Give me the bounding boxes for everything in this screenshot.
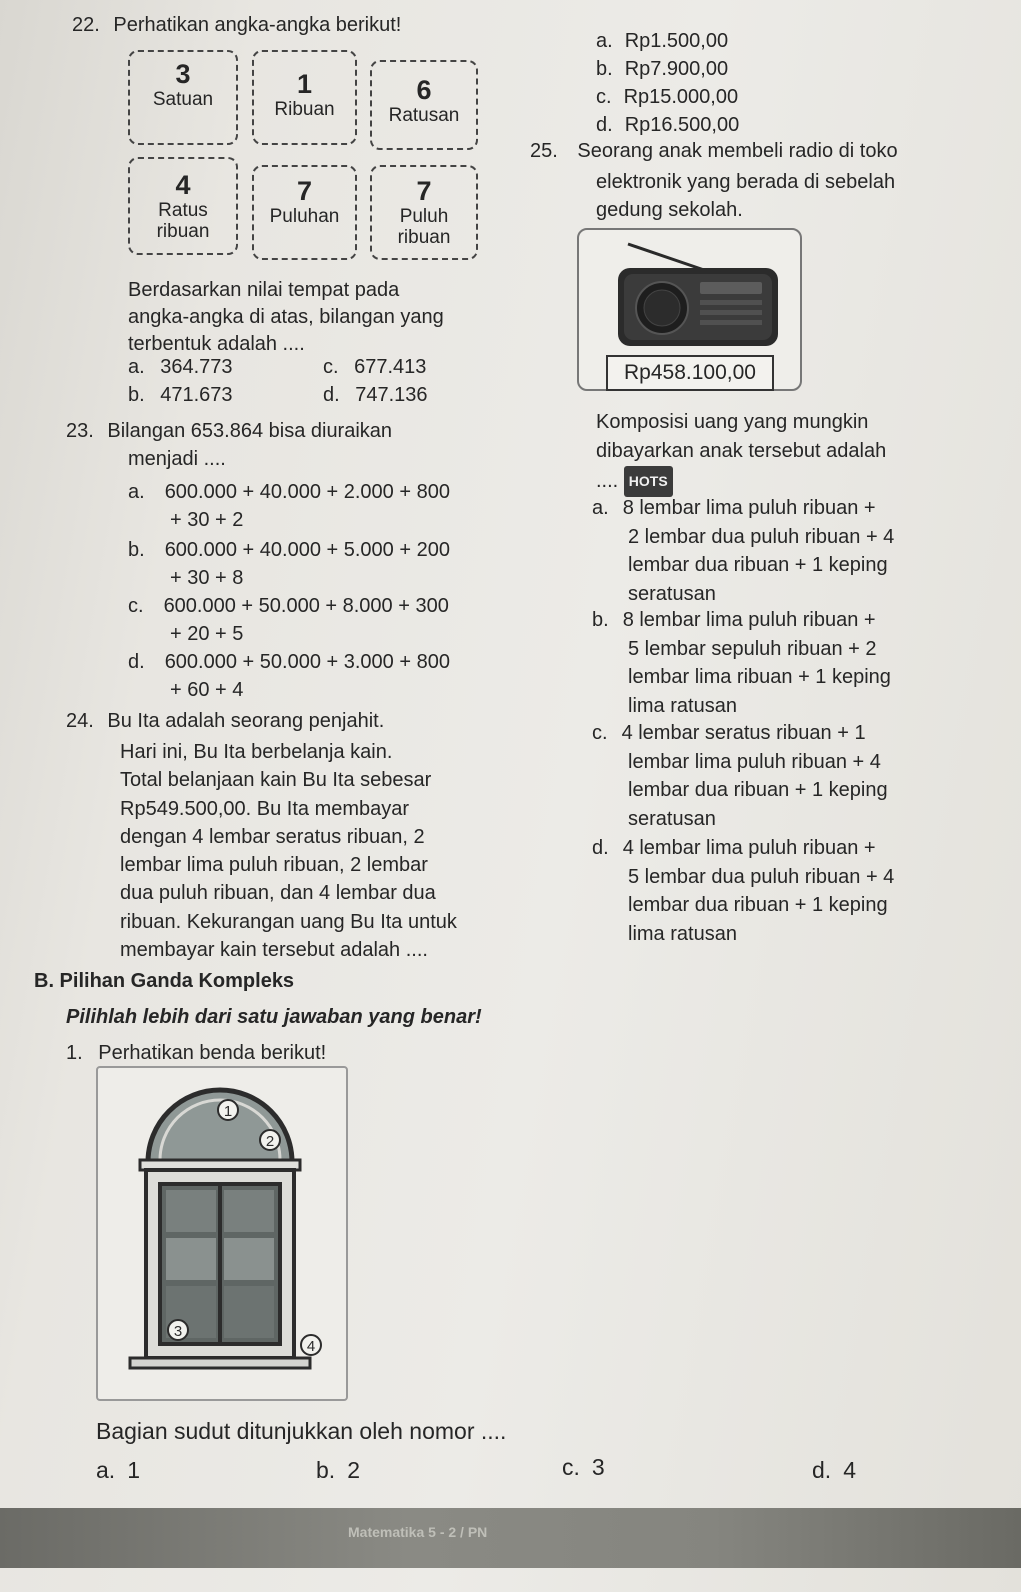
radio-icon (600, 238, 790, 353)
q24-options (596, 27, 739, 139)
q22-stem: Berdasarkan nilai tempat pada angka-angka di atas, bilangan yang terbentuk adalah .... (128, 279, 444, 355)
card-digit: 1 (296, 69, 313, 99)
q22-option-a[interactable]: a. 364.773 (128, 356, 233, 378)
qB1-option-b[interactable]: b. 2 (316, 1457, 360, 1483)
place-value-card (370, 165, 478, 260)
q22-option-b[interactable]: b. 471.673 (128, 384, 233, 406)
window-icon (110, 1080, 330, 1380)
card-label: Ratus ribuan (156, 199, 210, 242)
q24-option-c[interactable]: c. Rp15.000,00 (596, 86, 739, 108)
place-value-card (370, 60, 478, 150)
card-label: Ratusan (388, 104, 460, 126)
q24-option-b[interactable]: b. Rp7.900,00 (596, 58, 729, 80)
card-digit: 3 (175, 59, 191, 89)
qB1-option-d[interactable]: d. 4 (812, 1457, 856, 1483)
card-digit: 7 (416, 176, 432, 206)
q24-option-a[interactable]: a. Rp1.500,00 (596, 30, 729, 52)
marker-3: 3 (173, 1323, 183, 1340)
q25-option-c[interactable]: c. 4 lembar seratus ribuan + 1 lembar lima puluh ribuan + 4 lembar dua ribuan + 1 keping seratusan (592, 722, 888, 830)
q25-option-b[interactable]: b. 8 lembar lima puluh ribuan + 5 lembar sepuluh ribuan + 2 lembar lima ribuan + 1 keping lima ratusan (592, 609, 891, 717)
q24-number: 24. (66, 710, 94, 732)
q25-stem: elektronik yang berada di sebelah gedung sekolah. (596, 171, 896, 221)
footer-label: Matematika 5 - 2 / PN (348, 1524, 488, 1540)
card-digit: 6 (416, 75, 432, 105)
card-label: Puluhan (269, 205, 340, 227)
footer-band (0, 1508, 1021, 1568)
q23-option-a[interactable]: a. 600.000 + 40.000 + 2.000 + 800 + 30 + 2 (128, 481, 450, 531)
place-value-card (128, 157, 238, 255)
card-label: Ribuan (274, 98, 335, 120)
q23-option-c[interactable]: c. 600.000 + 50.000 + 8.000 + 300 + 20 + 5 (128, 595, 449, 645)
q22-number: 22. (72, 14, 100, 36)
q23-option-d[interactable]: d. 600.000 + 50.000 + 3.000 + 800 + 60 + 4 (128, 651, 450, 701)
q25-number: 25. (530, 140, 558, 162)
place-value-card (128, 50, 238, 145)
card-digit: 7 (296, 176, 313, 206)
q25-heading: 25. Seorang anak membeli radio di toko (530, 140, 898, 162)
card-label: Satuan (152, 88, 214, 110)
qB1-question: Bagian sudut ditunjukkan oleh nomor .... (96, 1418, 507, 1444)
q25-question: Komposisi uang yang mungkin dibayarkan anak tersebut adalah .... HOTS (596, 408, 886, 497)
card-digit: 4 (175, 170, 191, 200)
q24-stem: Hari ini, Bu Ita berbelanja kain. Total belanjaan kain Bu Ita sebesar Rp549.500,00. Bu Ita membayar dengan 4 lembar seratus ribuan, 2 lembar lima puluh ribuan, 2 lembar dua puluh ribuan, dan 4 lembar dua ribuan. Kekurangan uang Bu Ita untuk membayar kain tersebut adalah .... (120, 741, 457, 962)
q22-option-d[interactable]: d. 747.136 (323, 384, 428, 406)
card-label: Puluh ribuan (397, 205, 451, 248)
q22-heading (72, 14, 401, 37)
q25-option-d[interactable]: d. 4 lembar lima puluh ribuan + 5 lembar dua puluh ribuan + 4 lembar dua ribuan + 1 keping lima ratusan (592, 837, 895, 945)
radio-price-tag: Rp458.100,00 (606, 355, 774, 391)
marker-2: 2 (265, 1133, 275, 1150)
marker-1: 1 (223, 1103, 233, 1120)
q25-option-a[interactable]: a. 8 lembar lima puluh ribuan + 2 lembar dua puluh ribuan + 4 lembar dua ribuan + 1 keping seratusan (592, 497, 895, 605)
q23-number: 23. (66, 420, 94, 442)
section-b-instruction: Pilihlah lebih dari satu jawaban yang benar! (66, 1006, 482, 1028)
qB1-heading: 1. Perhatikan benda berikut! (66, 1042, 327, 1064)
q23-option-b[interactable]: b. 600.000 + 40.000 + 5.000 + 200 + 30 + 8 (128, 539, 450, 589)
section-b-heading: B. Pilihan Ganda Kompleks (34, 970, 295, 992)
place-value-card (252, 50, 357, 145)
q24-option-d[interactable]: d. Rp16.500,00 (596, 114, 740, 136)
q24-heading: 24. Bu Ita adalah seorang penjahit. (66, 710, 385, 732)
qB1-option-a[interactable]: a. 1 (96, 1457, 140, 1483)
qB1-option-c[interactable]: c. 3 (562, 1454, 605, 1480)
qB1-number: 1. (66, 1042, 83, 1064)
q23-heading: 23. Bilangan 653.864 bisa diuraikan (66, 420, 393, 442)
q22-option-c[interactable]: c. 677.413 (323, 356, 427, 378)
place-value-card (252, 165, 357, 260)
q22-prompt: Perhatikan angka-angka berikut! (113, 14, 402, 36)
hots-badge: HOTS (624, 466, 673, 497)
marker-4: 4 (306, 1338, 316, 1355)
q23-stem-line: menjadi .... (128, 448, 226, 470)
